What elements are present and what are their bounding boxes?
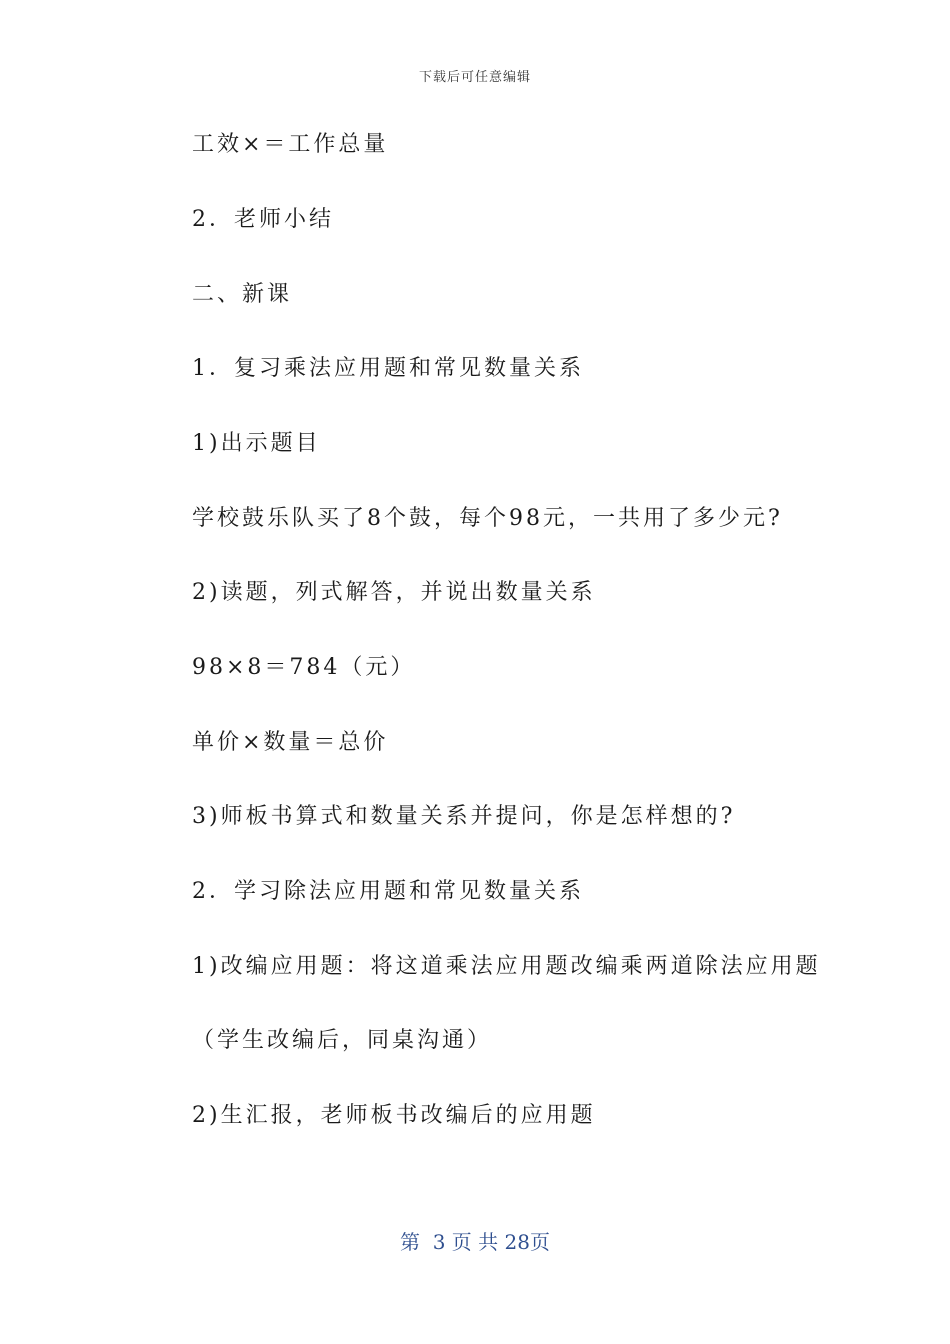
relation-line: 单价×数量＝总价 xyxy=(192,730,389,755)
section-heading: 1．复习乘法应用题和常见数量关系 xyxy=(192,356,584,381)
text-line: 1)改编应用题：将这道乘法应用题改编乘两道除法应用题 xyxy=(192,954,821,979)
page-number: 第 3 页 共 28页 xyxy=(400,1230,550,1254)
text-line: 1)出示题目 xyxy=(192,431,321,456)
page-header-note: 下载后可任意编辑 xyxy=(418,70,531,85)
problem-text: 学校鼓乐队买了8个鼓，每个98元，一共用了多少元? xyxy=(192,506,783,531)
text-line: 二、新课 xyxy=(192,282,293,307)
text-line: 2)生汇报，老师板书改编后的应用题 xyxy=(192,1103,596,1128)
text-line: 工效×＝工作总量 xyxy=(192,132,389,157)
text-line: （学生改编后，同桌沟通） xyxy=(192,1028,493,1053)
equation-line: 98×8＝784（元） xyxy=(192,655,416,680)
section-heading: 2．学习除法应用题和常见数量关系 xyxy=(192,879,584,904)
text-line: 3)师板书算式和数量关系并提问，你是怎样想的? xyxy=(192,804,736,829)
text-line: 2．老师小结 xyxy=(192,207,334,232)
text-line: 2)读题，列式解答，并说出数量关系 xyxy=(192,580,596,605)
